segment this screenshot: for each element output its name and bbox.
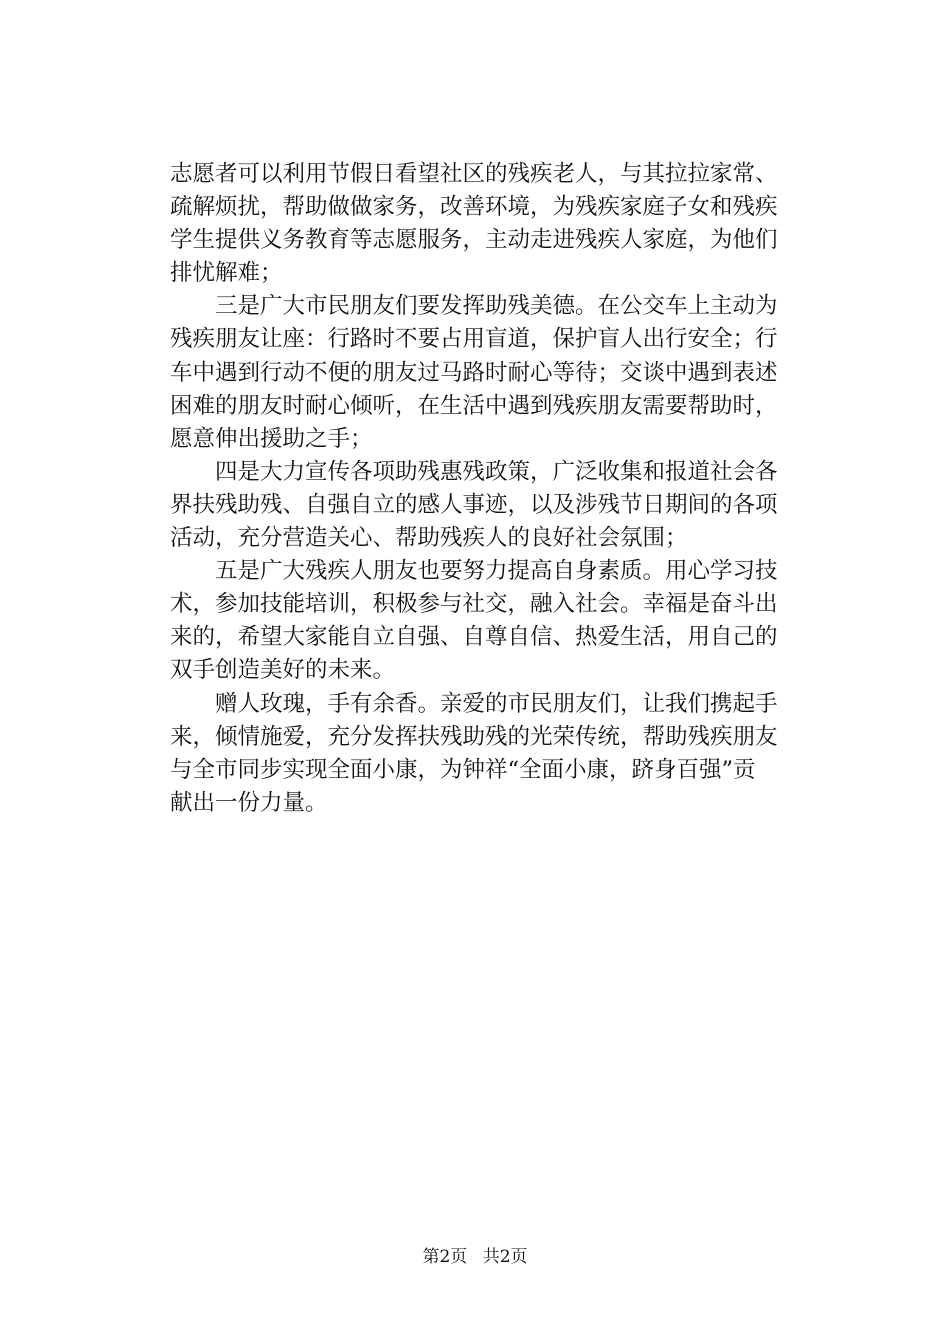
text-line: 界扶残助残、自强自立的感人事迹，以及涉残节日期间的各项 xyxy=(170,491,778,518)
text-line: 三是广大市民朋友们要发挥助残美德。在公交车上主动为 xyxy=(170,293,778,320)
text-line: 赠人玫瑰，手有余香。亲爱的市民朋友们，让我们携起手 xyxy=(170,690,778,717)
text-line: 献出一份力量。 xyxy=(170,789,328,816)
text-line: 排忧解难； xyxy=(170,260,283,287)
text-line: 困难的朋友时耐心倾听，在生活中遇到残疾朋友需要帮助时， xyxy=(170,392,778,419)
text-line: 术，参加技能培训，积极参与社交，融入社会。幸福是奋斗出 xyxy=(170,591,778,618)
page-footer xyxy=(0,1242,950,1267)
text-line: 残疾朋友让座：行路时不要占用盲道，保护盲人出行安全；行 xyxy=(170,326,778,353)
text-line: 来的，希望大家能自立自强、自尊自信、热爱生活，用自己的 xyxy=(170,624,778,651)
text-line: 活动，充分营造关心、帮助残疾人的良好社会氛围； xyxy=(170,525,688,552)
text-line: 志愿者可以利用节假日看望社区的残疾老人，与其拉拉家常、 xyxy=(170,161,778,187)
text-line: 车中遇到行动不便的朋友过马路时耐心等待；交谈中遇到表述 xyxy=(170,359,778,386)
text-line: 愿意伸出援助之手； xyxy=(170,425,373,452)
document-body xyxy=(170,158,782,820)
text-line: 五是广大残疾人朋友也要努力提高自身素质。用心学习技 xyxy=(170,558,778,585)
page-number-total: 共2页 xyxy=(482,1247,528,1267)
text-line: 四是大力宣传各项助残惠残政策，广泛收集和报道社会各 xyxy=(170,458,778,485)
text-line: 学生提供义务教育等志愿服务，主动走进残疾人家庭，为他们 xyxy=(170,227,778,254)
page-number-current: 第2页 xyxy=(422,1247,468,1267)
text-line: 与全市同步实现全面小康，为钟祥“全面小康，跻身百强”贡 xyxy=(170,756,756,783)
text-line: 来，倾情施爱，充分发挥扶残助残的光荣传统，帮助残疾朋友 xyxy=(170,723,778,750)
text-line: 双手创造美好的未来。 xyxy=(170,657,396,684)
text-line: 疏解烦扰，帮助做做家务，改善环境，为残疾家庭子女和残疾 xyxy=(170,194,778,221)
